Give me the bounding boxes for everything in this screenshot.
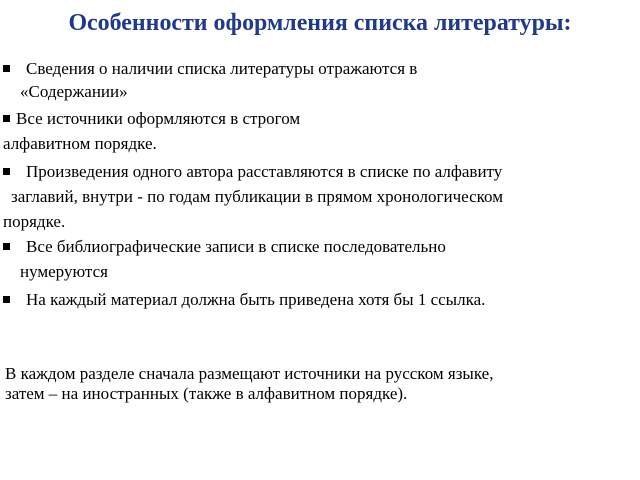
- list-item-text: заглавий, внутри - по годам публикации в прямом хронологическом: [11, 187, 503, 206]
- bullet-marker: [3, 65, 10, 72]
- list-item-text: порядке.: [3, 212, 66, 231]
- list-item-text: Сведения о наличии списка литературы отражаются в: [26, 59, 418, 78]
- list-item-text: «Содержании»: [20, 82, 128, 101]
- slide-title: Особенности оформления списка литературы:: [68, 10, 572, 36]
- list-item-text: Произведения одного автора расставляются в списке по алфавиту: [26, 162, 503, 181]
- bullet-marker: [3, 243, 10, 250]
- list-item-text: алфавитном порядке.: [3, 134, 157, 153]
- closing-note-line: затем – на иностранных (также в алфавитном порядке).: [5, 384, 408, 403]
- bullet-marker: [3, 168, 10, 175]
- list-item-text: На каждый материал должна быть приведена хотя бы 1 ссылка.: [26, 290, 486, 309]
- closing-note-line: В каждом разделе сначала размещают источники на русском языке,: [5, 364, 494, 383]
- list-item-text: нумеруются: [20, 262, 108, 281]
- list-item-text: Все библиографические записи в списке последовательно: [26, 237, 446, 256]
- bullet-marker: [3, 115, 10, 122]
- bullet-marker: [3, 296, 10, 303]
- list-item-text: Все источники оформляются в строгом: [16, 109, 301, 128]
